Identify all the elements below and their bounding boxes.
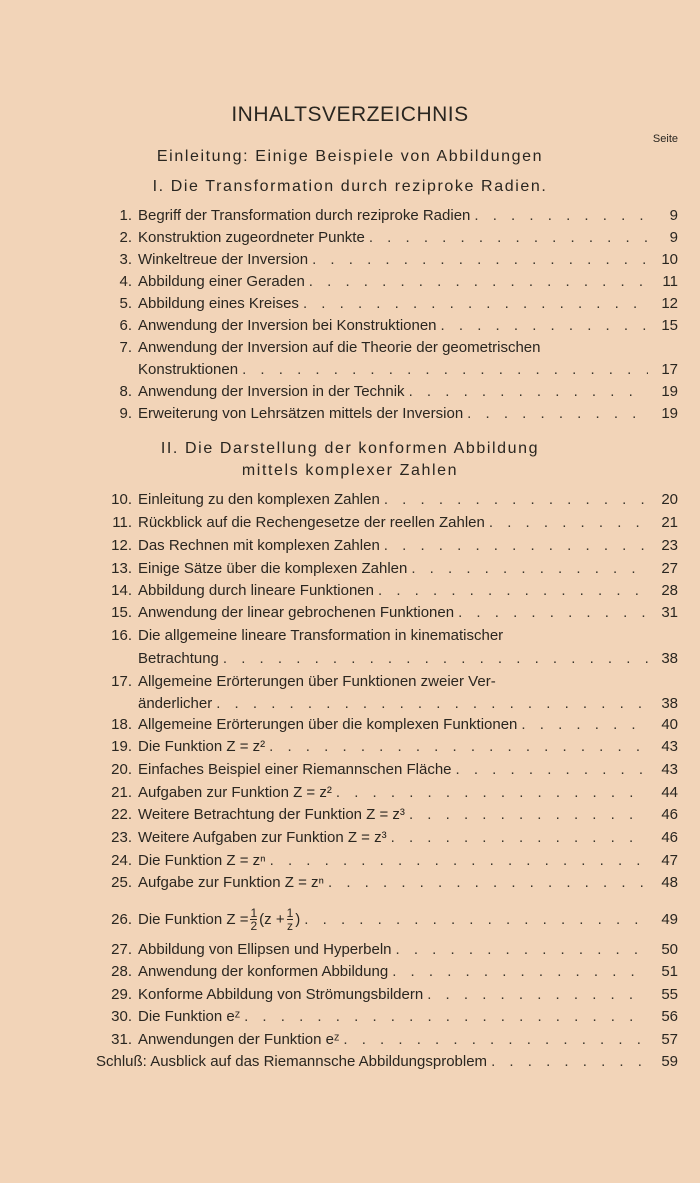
toc-entry bbox=[100, 1008, 678, 1030]
entry-number: 26. bbox=[111, 910, 132, 928]
entry-number: 12. bbox=[111, 537, 132, 554]
entry-number: 25. bbox=[111, 874, 132, 891]
entry-page: 15 bbox=[661, 317, 678, 334]
entry-page: 21 bbox=[661, 514, 678, 531]
entry-title: Das Rechnen mit komplexen Zahlen bbox=[138, 537, 380, 554]
entry-title: Anwendung der Inversion bei Konstruktionen bbox=[138, 317, 437, 334]
entry-title: Anwendung der linear gebrochenen Funktionen bbox=[138, 604, 455, 621]
entry-number: 17. bbox=[111, 673, 132, 690]
toc-entry-continuation bbox=[138, 650, 678, 672]
entry-title: Die Funktion Z = zⁿ bbox=[138, 852, 266, 869]
entry-number: 18. bbox=[111, 716, 132, 733]
entry-page: 38 bbox=[661, 650, 678, 667]
fraction-numerator: 1 bbox=[250, 905, 258, 920]
toc-entry bbox=[100, 582, 678, 604]
toc-entry bbox=[100, 560, 678, 582]
toc-entry bbox=[100, 317, 678, 339]
leader-dots bbox=[303, 295, 648, 312]
section-2-heading-line2: mittels komplexer Zahlen bbox=[241, 462, 459, 479]
entry-number: 4. bbox=[119, 273, 132, 290]
entry-title-continuation: Betrachtung bbox=[138, 650, 219, 667]
leader-dots bbox=[456, 761, 648, 778]
page-column-label: Seite bbox=[652, 133, 678, 145]
entry-number: 15. bbox=[111, 604, 132, 621]
entry-page: 43 bbox=[661, 738, 678, 755]
entry-title-continuation: Konstruktionen bbox=[138, 361, 239, 378]
entry-title: Weitere Aufgaben zur Funktion Z = z³ bbox=[138, 829, 387, 846]
entry-title: Die Funktion eᶻ bbox=[138, 1008, 241, 1025]
entry-title: Die Funktion Z = z² bbox=[138, 738, 266, 755]
entry-title: Erweiterung von Lehrsätzen mittels der Inversion bbox=[138, 405, 464, 422]
leader-dots bbox=[489, 514, 648, 531]
entry-page: 10 bbox=[661, 251, 678, 268]
entry-title: Weitere Betrachtung der Funktion Z = z³ bbox=[138, 806, 405, 823]
leader-dots bbox=[223, 650, 648, 667]
entry-number: 6. bbox=[119, 317, 132, 334]
leader-dots bbox=[384, 537, 648, 554]
toc-entry bbox=[100, 273, 678, 295]
page-title: INHALTSVERZEICHNIS bbox=[231, 103, 469, 126]
toc-entry bbox=[100, 1031, 678, 1053]
toc-entry bbox=[100, 229, 678, 251]
leader-dots bbox=[409, 383, 648, 400]
entry-title: Begriff der Transformation durch reziproke Radien bbox=[138, 207, 471, 224]
entry-title: Schluß: Ausblick auf das Riemannsche Abbildungsproblem bbox=[96, 1053, 488, 1070]
entry-page: 56 bbox=[661, 1008, 678, 1025]
entry-title: Aufgabe zur Funktion Z = zⁿ bbox=[138, 874, 324, 891]
entry-number: 24. bbox=[111, 852, 132, 869]
entry-page: 55 bbox=[661, 986, 678, 1003]
entry-number: 27. bbox=[111, 941, 132, 958]
leader-dots bbox=[378, 582, 648, 599]
toc-entry bbox=[100, 716, 678, 738]
leader-dots bbox=[369, 229, 648, 246]
fraction-denominator: z bbox=[286, 918, 293, 933]
entry-page: 46 bbox=[661, 806, 678, 823]
entry-page: 48 bbox=[661, 874, 678, 891]
entry-number: 19. bbox=[111, 738, 132, 755]
leader-dots bbox=[343, 1031, 648, 1048]
leader-dots bbox=[244, 1008, 648, 1025]
entry-number: 20. bbox=[111, 761, 132, 778]
entry-page: 17 bbox=[661, 361, 678, 378]
entry-page: 27 bbox=[661, 560, 678, 577]
toc-entry bbox=[100, 941, 678, 963]
entry-page: 9 bbox=[669, 229, 678, 246]
entry-page: 9 bbox=[669, 207, 678, 224]
entry-title: Die allgemeine lineare Transformation in kinematischer bbox=[138, 627, 504, 644]
leader-dots bbox=[441, 317, 648, 334]
leader-dots bbox=[474, 207, 648, 224]
entry-page: 11 bbox=[662, 273, 678, 290]
entry-title: Abbildung durch lineare Funktionen bbox=[138, 582, 374, 599]
toc-entry bbox=[100, 251, 678, 273]
fraction-numerator: 1 bbox=[286, 905, 294, 920]
entry-title: Allgemeine Erörterungen über die komplexen Funktionen bbox=[138, 716, 518, 733]
fraction-one-over-z bbox=[287, 907, 294, 932]
toc-entry bbox=[100, 738, 678, 760]
toc-entry bbox=[100, 627, 678, 649]
toc-entry bbox=[100, 514, 678, 536]
entry-title: Anwendung der Inversion in der Technik bbox=[138, 383, 405, 400]
entry-title: Anwendung der Inversion auf die Theorie der geometrischen bbox=[138, 339, 541, 356]
entry-title: Anwendung der konformen Abbildung bbox=[138, 963, 389, 980]
entry-number: 11. bbox=[112, 514, 132, 531]
entry-page: 57 bbox=[661, 1031, 678, 1048]
entry-number: 9. bbox=[119, 405, 132, 422]
toc-entry-schluss bbox=[96, 1053, 678, 1075]
leader-dots bbox=[216, 695, 648, 712]
leader-dots bbox=[242, 361, 648, 378]
toc-entry bbox=[100, 673, 678, 695]
leader-dots bbox=[521, 716, 648, 733]
section-2-heading: II. Die Darstellung der konformen Abbildung bbox=[160, 440, 540, 457]
toc-entry bbox=[100, 537, 678, 559]
toc-entry bbox=[100, 339, 678, 361]
leader-dots bbox=[269, 738, 648, 755]
entry-title: Aufgaben zur Funktion Z = z² bbox=[138, 784, 332, 801]
toc-entry-continuation bbox=[138, 695, 678, 717]
entry-page: 50 bbox=[661, 941, 678, 958]
entry-number: 30. bbox=[111, 1008, 132, 1025]
entry-title-continuation: änderlicher bbox=[138, 695, 213, 712]
leader-dots bbox=[491, 1053, 648, 1070]
leader-dots bbox=[384, 491, 648, 508]
toc-entry bbox=[100, 604, 678, 626]
entry-title: Einige Sätze über die komplexen Zahlen bbox=[138, 560, 408, 577]
entry-page: 49 bbox=[661, 910, 678, 928]
entry-number: 31. bbox=[111, 1031, 132, 1048]
entry-title: Konstruktion zugeordneter Punkte bbox=[138, 229, 365, 246]
leader-dots bbox=[467, 405, 648, 422]
toc-entry bbox=[100, 963, 678, 985]
entry-title: Einfaches Beispiel einer Riemannschen Fläche bbox=[138, 761, 452, 778]
entry-title: Die Funktion Z = bbox=[138, 910, 249, 928]
entry-title: Winkeltreue der Inversion bbox=[138, 251, 309, 268]
entry-page: 28 bbox=[661, 582, 678, 599]
entry-page: 19 bbox=[661, 405, 678, 422]
entry-number: 2. bbox=[119, 229, 132, 246]
toc-entry bbox=[100, 986, 678, 1008]
leader-dots bbox=[392, 963, 648, 980]
toc-entry bbox=[100, 383, 678, 405]
entry-number: 16. bbox=[111, 627, 132, 644]
leader-dots bbox=[427, 986, 648, 1003]
entry-number: 29. bbox=[111, 986, 132, 1003]
entry-page: 44 bbox=[661, 784, 678, 801]
leader-dots bbox=[270, 852, 648, 869]
entry-number: 14. bbox=[111, 582, 132, 599]
entry-number: 28. bbox=[111, 963, 132, 980]
entry-page: 12 bbox=[661, 295, 678, 312]
entry-page: 46 bbox=[661, 829, 678, 846]
toc-entry bbox=[100, 784, 678, 806]
leader-dots bbox=[328, 874, 648, 891]
entry-page: 31 bbox=[661, 604, 678, 621]
intro-heading: Einleitung: Einige Beispiele von Abbildungen bbox=[156, 148, 544, 165]
entry-page: 19 bbox=[661, 383, 678, 400]
entry-page: 38 bbox=[661, 695, 678, 712]
entry-title: Abbildung einer Geraden bbox=[138, 273, 305, 290]
entry-page: 40 bbox=[661, 716, 678, 733]
entry-page: 23 bbox=[661, 537, 678, 554]
leader-dots bbox=[411, 560, 648, 577]
entry-page: 20 bbox=[661, 491, 678, 508]
leader-dots bbox=[336, 784, 648, 801]
toc-entry bbox=[100, 852, 678, 874]
entry-page: 43 bbox=[661, 761, 678, 778]
toc-entry bbox=[100, 491, 678, 513]
entry-number: 23. bbox=[111, 829, 132, 846]
formula-right: ) bbox=[295, 910, 301, 928]
toc-entry bbox=[100, 295, 678, 317]
entry-number: 5. bbox=[119, 295, 132, 312]
formula-left: (z + bbox=[259, 910, 285, 928]
entry-number: 1. bbox=[119, 207, 132, 224]
toc-entry bbox=[100, 874, 678, 896]
toc-entry bbox=[100, 806, 678, 828]
entry-number: 13. bbox=[111, 560, 132, 577]
entry-title: Allgemeine Erörterungen über Funktionen zweier Ver- bbox=[138, 673, 496, 690]
entry-title: Einleitung zu den komplexen Zahlen bbox=[138, 491, 380, 508]
leader-dots bbox=[309, 273, 648, 290]
entry-title: Rückblick auf die Rechengesetze der reellen Zahlen bbox=[138, 514, 485, 531]
leader-dots bbox=[458, 604, 648, 621]
toc-entry bbox=[100, 207, 678, 229]
entry-title: Konforme Abbildung von Strömungsbildern bbox=[138, 986, 424, 1003]
leader-dots bbox=[391, 829, 648, 846]
fraction-denominator: 2 bbox=[250, 918, 258, 933]
entry-title: Abbildung eines Kreises bbox=[138, 295, 299, 312]
entry-title: Anwendungen der Funktion eᶻ bbox=[138, 1031, 340, 1048]
toc-entry bbox=[100, 405, 678, 427]
entry-number: 21. bbox=[111, 784, 132, 801]
leader-dots bbox=[304, 911, 648, 928]
leader-dots bbox=[409, 806, 648, 823]
toc-entry-continuation bbox=[138, 361, 678, 383]
toc-entry bbox=[100, 904, 678, 934]
entry-page: 47 bbox=[661, 852, 678, 869]
entry-number: 8. bbox=[119, 383, 132, 400]
toc-entry bbox=[100, 829, 678, 851]
entry-number: 7. bbox=[119, 339, 132, 356]
entry-number: 10. bbox=[111, 491, 132, 508]
fraction-one-half bbox=[250, 907, 257, 932]
entry-page: 51 bbox=[661, 963, 678, 980]
entry-title: Abbildung von Ellipsen und Hyperbeln bbox=[138, 941, 392, 958]
toc-entry bbox=[100, 761, 678, 783]
leader-dots bbox=[396, 941, 648, 958]
entry-number: 3. bbox=[119, 251, 132, 268]
entry-page: 59 bbox=[661, 1053, 678, 1070]
section-1-heading: I. Die Transformation durch reziproke Radien. bbox=[152, 178, 548, 195]
entry-number: 22. bbox=[111, 806, 132, 823]
leader-dots bbox=[312, 251, 648, 268]
